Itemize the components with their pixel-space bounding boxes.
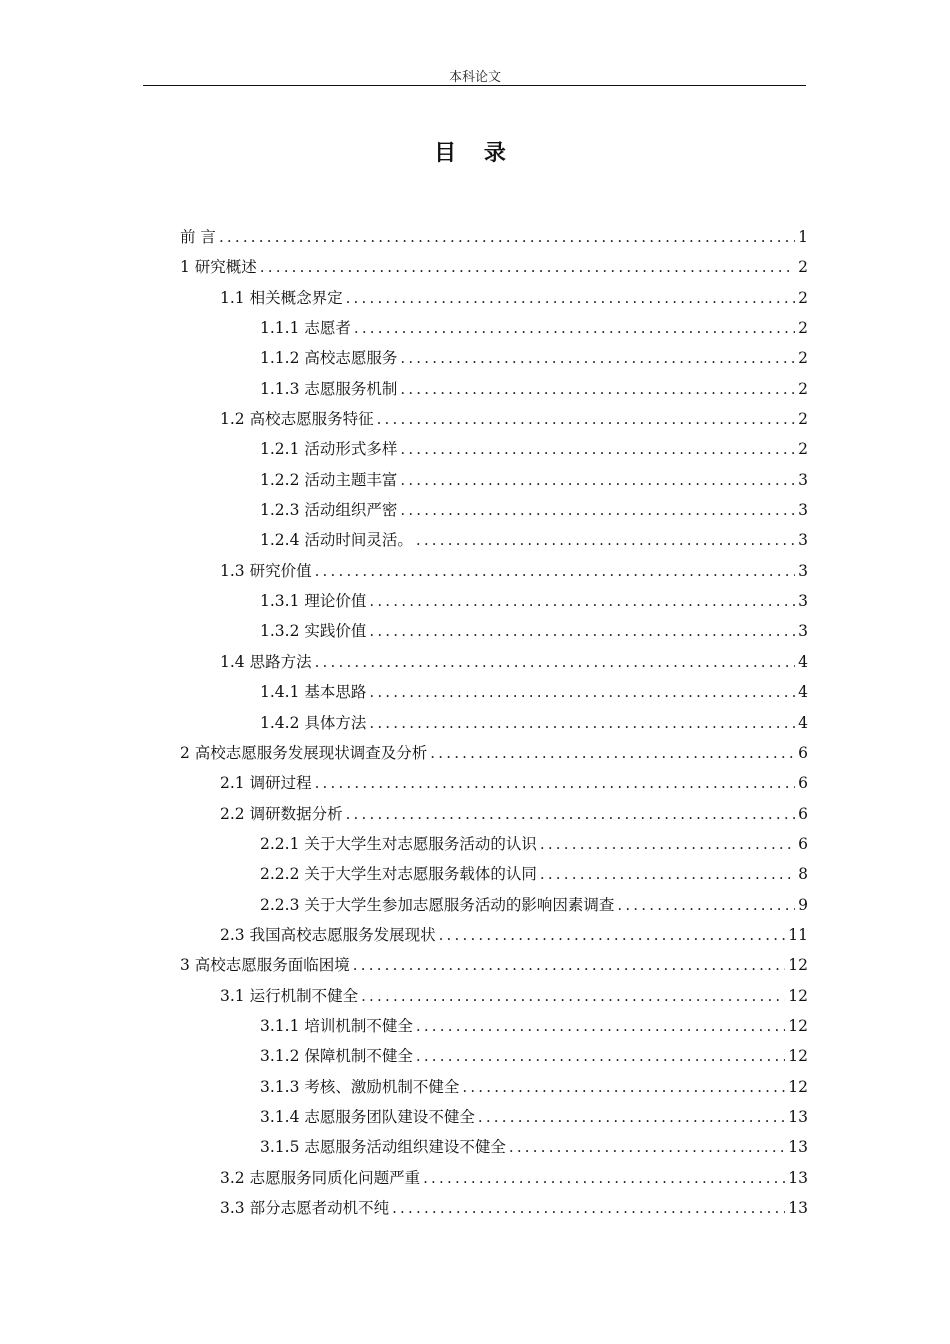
toc-entry[interactable]	[180, 799, 808, 829]
toc-dot-leader	[439, 920, 786, 950]
toc-entry-label: 2.2 调研数据分析	[220, 804, 343, 823]
toc-dot-leader	[400, 434, 795, 464]
toc-entry-label: 2.1 调研过程	[220, 774, 312, 793]
toc-dot-leader	[219, 222, 795, 252]
toc-entry-page-number: 2	[798, 440, 808, 459]
toc-entry[interactable]	[180, 738, 808, 768]
toc-entry[interactable]	[180, 708, 808, 738]
toc-entry-page-number: 13	[788, 1107, 808, 1126]
toc-entry[interactable]	[180, 586, 808, 616]
toc-entry[interactable]	[180, 495, 808, 525]
toc-entry-page-number: 4	[798, 652, 808, 671]
toc-entry-page-number: 13	[788, 1138, 808, 1157]
page-title: 目 录	[434, 140, 516, 166]
toc-entry[interactable]	[180, 465, 808, 495]
toc-dot-leader	[260, 252, 795, 282]
toc-entry-label: 2 高校志愿服务发展现状调查及分析	[180, 743, 428, 762]
toc-entry-page-number: 13	[788, 1199, 808, 1217]
toc-entry[interactable]	[180, 283, 808, 313]
toc-entry[interactable]	[180, 525, 808, 555]
toc-dot-leader	[315, 768, 795, 798]
toc-entry-label: 2.2.3 关于大学生参加志愿服务活动的影响因素调查	[260, 895, 615, 914]
toc-entry-label: 1.2.1 活动形式多样	[260, 440, 398, 459]
toc-dot-leader	[369, 586, 795, 616]
toc-entry-label: 1.1.3 志愿服务机制	[260, 379, 398, 398]
toc-entry-label: 1.1.1 志愿者	[260, 319, 351, 338]
toc-entry-label: 2.2.1 关于大学生对志愿服务活动的认识	[260, 834, 537, 853]
toc-entry[interactable]	[180, 920, 808, 950]
toc-entry-page-number: 2	[798, 379, 808, 398]
toc-dot-leader	[369, 677, 795, 707]
toc-dot-leader	[540, 859, 795, 889]
toc-entry[interactable]	[180, 829, 808, 859]
toc-entry-label: 1.2.3 活动组织严密	[260, 501, 398, 520]
toc-entry-label: 3 高校志愿服务面临困境	[180, 956, 350, 975]
toc-entry-label: 1.2.4 活动时间灵活。	[260, 531, 413, 550]
toc-entry-page-number: 6	[798, 804, 808, 823]
toc-entry[interactable]	[180, 616, 808, 646]
toc-entry-page-number: 3	[798, 470, 808, 489]
toc-entry[interactable]	[180, 981, 808, 1011]
toc-dot-leader	[369, 708, 795, 738]
header-rule	[143, 85, 806, 86]
toc-entry-page-number: 2	[798, 410, 808, 429]
toc-entry[interactable]	[180, 434, 808, 464]
toc-entry-label: 3.1.4 志愿服务团队建设不健全	[260, 1107, 475, 1126]
toc-entry-label: 3.1 运行机制不健全	[220, 986, 359, 1005]
toc-dot-leader	[617, 890, 795, 920]
toc-entry-label: 1.3.2 实践价值	[260, 622, 367, 641]
toc-entry[interactable]	[180, 950, 808, 980]
toc-dot-leader	[369, 616, 795, 646]
toc-dot-leader	[478, 1102, 785, 1132]
toc-dot-leader	[509, 1132, 785, 1162]
toc-entry-page-number: 6	[798, 743, 808, 762]
toc-dot-leader	[361, 981, 785, 1011]
toc-entry-page-number: 2	[798, 349, 808, 368]
toc-entry-label: 前 言	[180, 228, 216, 246]
toc-entry[interactable]	[180, 1163, 808, 1193]
toc-entry-page-number: 12	[788, 1047, 808, 1066]
toc-entry[interactable]	[180, 252, 808, 282]
toc-entry-label: 3.1.1 培训机制不健全	[260, 1016, 413, 1035]
toc-entry-label: 1.1.2 高校志愿服务	[260, 349, 398, 368]
toc-entry-page-number: 3	[798, 592, 808, 611]
toc-dot-leader	[423, 1163, 785, 1193]
toc-entry[interactable]	[180, 768, 808, 798]
toc-entry-label: 1.3.1 理论价值	[260, 592, 367, 611]
toc-dot-leader	[416, 1011, 785, 1041]
toc-entry-page-number: 13	[788, 1168, 808, 1187]
toc-dot-leader	[392, 1193, 785, 1223]
table-of-contents	[180, 222, 808, 1223]
toc-entry-page-number: 12	[788, 1016, 808, 1035]
toc-dot-leader	[400, 343, 795, 373]
toc-entry-page-number: 6	[798, 834, 808, 853]
toc-entry-page-number: 2	[798, 288, 808, 307]
toc-entry[interactable]	[180, 374, 808, 404]
toc-entry-label: 1.2 高校志愿服务特征	[220, 410, 374, 429]
toc-entry-page-number: 4	[798, 713, 808, 732]
toc-entry[interactable]	[180, 313, 808, 343]
toc-entry-page-number: 9	[798, 895, 808, 914]
toc-entry-page-number: 3	[798, 531, 808, 550]
toc-entry[interactable]	[180, 1011, 808, 1041]
toc-entry-label: 1.4.2 具体方法	[260, 713, 367, 732]
toc-entry-label: 1.1 相关概念界定	[220, 288, 343, 307]
toc-dot-leader	[346, 799, 795, 829]
toc-dot-leader	[400, 495, 795, 525]
toc-entry-page-number: 1	[798, 228, 808, 246]
toc-entry[interactable]	[180, 404, 808, 434]
toc-entry-page-number: 12	[788, 1077, 808, 1096]
toc-entry-page-number: 8	[798, 865, 808, 884]
toc-entry-page-number: 2	[798, 319, 808, 338]
toc-dot-leader	[400, 374, 795, 404]
toc-dot-leader	[353, 950, 785, 980]
toc-entry-label: 1.2.2 活动主题丰富	[260, 470, 398, 489]
running-header: 本科论文	[448, 70, 501, 85]
toc-entry[interactable]	[180, 222, 808, 252]
toc-entry-label: 1.4.1 基本思路	[260, 683, 367, 702]
toc-entry[interactable]	[180, 1072, 808, 1102]
toc-entry[interactable]	[180, 859, 808, 889]
toc-entry[interactable]	[180, 677, 808, 707]
toc-entry-label: 1 研究概述	[180, 258, 257, 277]
toc-dot-leader	[346, 283, 795, 313]
toc-entry[interactable]	[180, 1102, 808, 1132]
toc-entry-label: 2.2.2 关于大学生对志愿服务载体的认同	[260, 865, 537, 884]
toc-entry[interactable]	[180, 890, 808, 920]
toc-entry-label: 3.1.2 保障机制不健全	[260, 1047, 413, 1066]
toc-dot-leader	[354, 313, 795, 343]
toc-entry[interactable]	[180, 556, 808, 586]
toc-entry[interactable]	[180, 1193, 808, 1223]
toc-entry[interactable]	[180, 343, 808, 373]
toc-entry-page-number: 3	[798, 622, 808, 641]
toc-dot-leader	[462, 1072, 785, 1102]
toc-entry-page-number: 3	[798, 561, 808, 580]
toc-dot-leader	[540, 829, 795, 859]
toc-entry[interactable]	[180, 1041, 808, 1071]
toc-dot-leader	[377, 404, 795, 434]
toc-entry-label: 1.3 研究价值	[220, 561, 312, 580]
toc-entry-label: 2.3 我国高校志愿服务发展现状	[220, 925, 436, 944]
toc-dot-leader	[315, 647, 795, 677]
toc-entry[interactable]	[180, 647, 808, 677]
toc-entry[interactable]	[180, 1132, 808, 1162]
toc-entry-page-number: 11	[788, 925, 808, 944]
toc-entry-page-number: 4	[798, 683, 808, 702]
toc-dot-leader	[430, 738, 795, 768]
toc-entry-label: 3.1.3 考核、激励机制不健全	[260, 1077, 460, 1096]
toc-entry-page-number: 3	[798, 501, 808, 520]
toc-entry-label: 1.4 思路方法	[220, 652, 312, 671]
toc-entry-label: 3.1.5 志愿服务活动组织建设不健全	[260, 1138, 506, 1157]
toc-dot-leader	[315, 556, 795, 586]
toc-dot-leader	[400, 465, 795, 495]
toc-entry-label: 3.3 部分志愿者动机不纯	[220, 1199, 390, 1217]
toc-dot-leader	[416, 1041, 785, 1071]
toc-entry-label: 3.2 志愿服务同质化问题严重	[220, 1168, 421, 1187]
toc-entry-page-number: 12	[788, 986, 808, 1005]
toc-entry-page-number: 6	[798, 774, 808, 793]
toc-entry-page-number: 2	[798, 258, 808, 277]
toc-entry-page-number: 12	[788, 956, 808, 975]
toc-dot-leader	[416, 525, 795, 555]
